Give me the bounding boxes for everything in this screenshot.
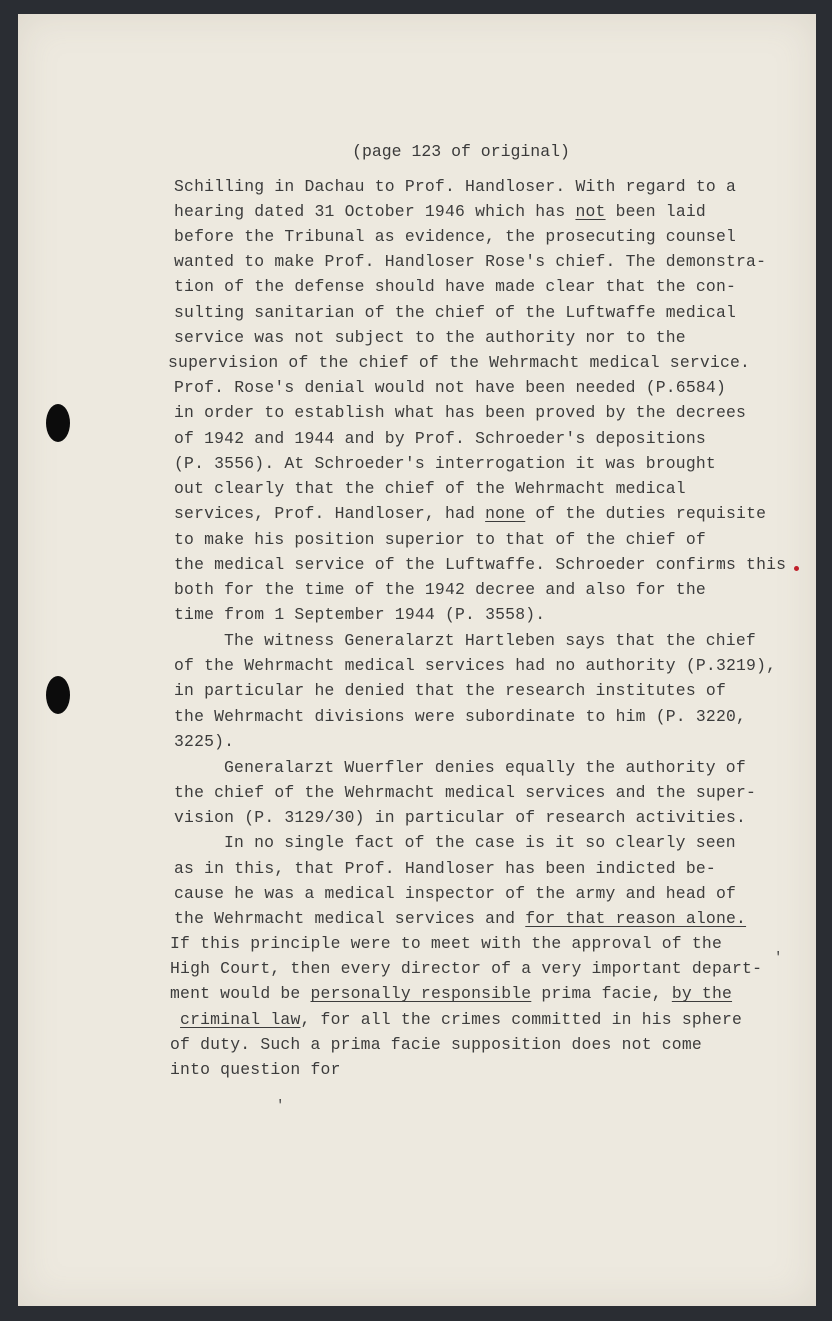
text-line: the chief of the Wehrmacht medical services and the super- (174, 783, 757, 802)
text-line: into question for (170, 1060, 341, 1079)
stray-mark: ' (774, 950, 783, 966)
text-line: service was not subject to the authority nor to the (174, 328, 686, 347)
text-line: supervision of the chief of the Wehrmacht medical service. (168, 353, 751, 372)
text-line (170, 984, 732, 1003)
text-line: the Wehrmacht divisions were subordinate to him (P. 3220, (174, 707, 747, 726)
text-line: 3225). (174, 732, 235, 751)
punch-hole-top (46, 404, 70, 442)
text-line: of the Wehrmacht medical services had no authority (P.3219), (174, 656, 777, 675)
text-line: the medical service of the Luftwaffe. Schroeder confirms this (174, 555, 787, 574)
text-segment: been laid (605, 202, 706, 221)
text-segment (170, 1010, 180, 1029)
underlined-text: none (485, 504, 526, 523)
underlined-text: personally responsible (310, 984, 532, 1003)
text-line: before the Tribunal as evidence, the prosecuting counsel (174, 227, 737, 246)
text-line: If this principle were to meet with the approval of the (170, 934, 722, 953)
text-line: Generalarzt Wuerfler denies equally the authority of (224, 758, 746, 777)
text-line: both for the time of the 1942 decree and also for the (174, 580, 706, 599)
text-line: tion of the defense should have made clear that the con- (174, 277, 737, 296)
underlined-text: for that reason alone. (525, 909, 747, 928)
text-line (174, 202, 706, 221)
underlined-text: criminal law (180, 1010, 301, 1029)
underlined-text: by the (671, 984, 733, 1003)
text-line: In no single fact of the case is it so clearly seen (224, 833, 736, 852)
text-line: of duty. Such a prima facie supposition does not come (170, 1035, 702, 1054)
red-ink-mark (794, 566, 799, 571)
text-line (174, 909, 746, 928)
underlined-text: not (575, 202, 606, 221)
text-line (170, 1010, 742, 1029)
text-line: wanted to make Prof. Handloser Rose's chief. The demonstra- (174, 252, 767, 271)
text-line: cause he was a medical inspector of the army and head of (174, 884, 737, 903)
text-line: out clearly that the chief of the Wehrmacht medical (174, 479, 686, 498)
text-segment: , for all the crimes committed in his sphere (300, 1010, 743, 1029)
text-segment: prima facie, (531, 984, 672, 1003)
text-line: time from 1 September 1944 (P. 3558). (174, 605, 546, 624)
text-line: in particular he denied that the research institutes of (174, 681, 726, 700)
document-page (18, 14, 816, 1306)
text-line: of 1942 and 1944 and by Prof. Schroeder's depositions (174, 429, 706, 448)
text-line (174, 504, 766, 523)
text-segment: of the duties requisite (525, 504, 767, 523)
text-line: sulting sanitarian of the chief of the Luftwaffe medical (174, 303, 737, 322)
text-line: High Court, then every director of a very important depart- (170, 959, 763, 978)
text-line: Schilling in Dachau to Prof. Handloser. With regard to a (174, 177, 737, 196)
text-segment: services, Prof. Handloser, had (174, 504, 486, 523)
text-segment: ment would be (170, 984, 311, 1003)
text-line: The witness Generalarzt Hartleben says that the chief (224, 631, 756, 650)
text-line: to make his position superior to that of the chief of (174, 530, 706, 549)
text-segment: hearing dated 31 October 1946 which has (174, 202, 576, 221)
page-heading: (page 123 of original) (352, 142, 570, 161)
text-line: as in this, that Prof. Handloser has been indicted be- (174, 859, 716, 878)
text-line: in order to establish what has been proved by the decrees (174, 403, 747, 422)
stray-mark-bottom: ' (276, 1098, 285, 1114)
text-line: Prof. Rose's denial would not have been needed (P.6584) (174, 378, 726, 397)
text-segment: the Wehrmacht medical services and (174, 909, 526, 928)
text-line: vision (P. 3129/30) in particular of research activities. (174, 808, 747, 827)
punch-hole-bottom (46, 676, 70, 714)
text-line: (P. 3556). At Schroeder's interrogation it was brought (174, 454, 716, 473)
